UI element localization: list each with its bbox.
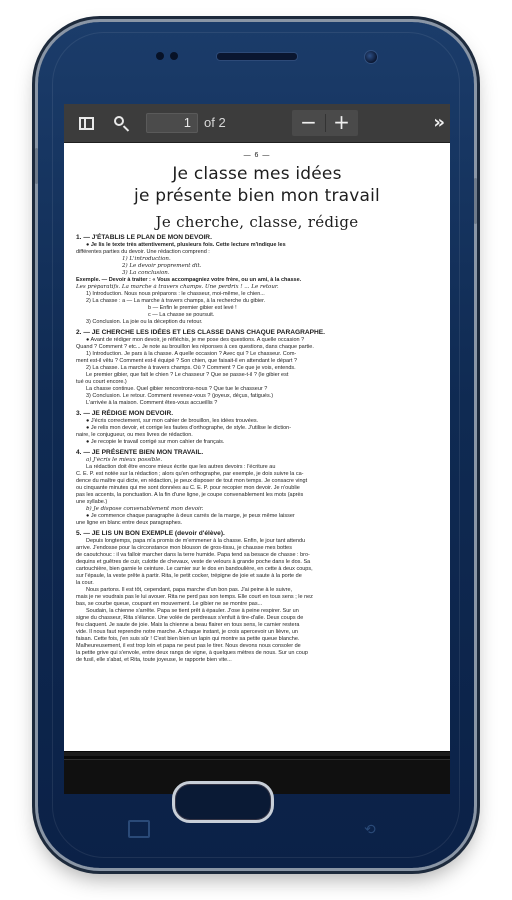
text-line: Soudain, la chienne s'arrête. Papa se tient prêt à épauler. J'ose à peine respirer. Sur un: [86, 608, 299, 614]
document-section: [76, 329, 440, 407]
page-scrollbar[interactable]: [64, 752, 450, 756]
home-button[interactable]: [172, 781, 274, 823]
text-line: ● Je relis mon devoir, et corrige les fautes d'orthographe, de style. J'utilise le diction-: [86, 425, 292, 431]
text-line: 1) Introduction. Nous nous préparons : le chasseur, moi-même, le chien...: [86, 291, 265, 297]
proximity-sensor: [156, 52, 164, 60]
more-tools-button[interactable]: »: [433, 112, 442, 133]
screen: [64, 104, 450, 794]
text-line: bas, se courbe queue, coupant en mouvement. Le gibier ne se montre pas...: [76, 601, 263, 607]
document-body: [64, 234, 450, 664]
section-heading: 2. — JE CHERCHE LES IDÉES ET LES CLASSE DANS CHAQUE PARAGRAPHE.: [76, 329, 326, 336]
page-count-label: of 2: [204, 115, 226, 130]
text-line: La rédaction doit être encore mieux écrite que les autres devoirs : l'écriture au: [86, 464, 276, 470]
earpiece-speaker: [216, 52, 298, 61]
section-heading: 5. — JE LIS UN BON EXEMPLE (devoir d'élève).: [76, 530, 225, 537]
text-line: signe du chasseur, Rita s'élance. Une volée de perdreaux s'enfuit à tire-d'aile. Deux coups de: [76, 615, 304, 621]
pdf-page: [64, 143, 450, 751]
text-line: 2) La chasse : a — La marche à travers champs, à la recherche du gibier.: [86, 298, 266, 304]
section-heading: 1. — J'ÉTABLIS LE PLAN DE MON DEVOIR.: [76, 234, 212, 241]
text-line: ● Je lis le texte très attentivement, plusieurs fois. Cette lecture m'indique les: [86, 242, 286, 248]
document-section: [76, 234, 440, 326]
text-line: feu claquent. Je saute de joie. Mais la chienne a beau flairer en tous sens, le carnier restera: [76, 622, 300, 628]
text-line: tué ou court encore.): [76, 379, 127, 385]
power-key: [474, 178, 477, 224]
text-line: cartouchière, bien garnie le ceinture. Le carnier sur le dos en bandoulière, en cette à deux coups,: [76, 566, 313, 572]
text-line: ment est-il vêtu ? Comment est-il équipé ? Son chien, que faisait-il en attendant le départ ?: [76, 358, 298, 364]
recent-apps-icon[interactable]: [128, 820, 150, 838]
text-line: 3) La conclusion.: [122, 270, 170, 276]
zoom-in-button[interactable]: +: [333, 110, 350, 134]
text-line: ● Je recopie le travail corrigé sur mon cahier de français.: [86, 439, 225, 445]
text-line: b — Enfin le premier gibier est levé !: [148, 305, 237, 311]
section-heading: 3. — JE RÉDIGE MON DEVOIR.: [76, 410, 174, 417]
zoom-controls: [292, 110, 358, 136]
text-line: la cour.: [76, 580, 94, 586]
text-line: 2) La chasse. La marche à travers champs. Où ? Comment ? Ce que je vois, entends.: [86, 365, 296, 371]
sidebar-toggle-button[interactable]: [74, 104, 98, 142]
light-sensor: [170, 52, 178, 60]
sidebar-icon: [79, 117, 94, 130]
text-line: Malheureusement, il est trop loin et papa ne peut pas le tirer. Nous devons nous consoler de: [76, 643, 301, 649]
text-line: 3) Conclusion. Le retour. Comment revenez-vous ? (joyeux, déçus, fatigués.): [86, 393, 274, 399]
text-line: 1) Introduction. Je pars à la chasse. A quelle occasion ? Avec qui ? Le chasseur. Com-: [86, 351, 297, 357]
text-line: Le premier gibier, que fait le chien ? Le chasseur ? Que se passe-t-il ? (le gibier est: [86, 372, 289, 378]
search-icon: [114, 116, 124, 126]
text-line: c — La chasse se poursuit.: [148, 312, 215, 318]
document-section: [76, 449, 440, 527]
text-line: une ligne en blanc entre deux paragraphes.: [76, 520, 183, 526]
text-line: ● Avant de rédiger mon devoir, je réfléchis, je me pose des questions. A quelle occasion ?: [86, 337, 305, 343]
front-camera-icon: [364, 50, 378, 64]
text-line: Nous partons. Il est tôt, cependant, papa marche d'un bon pas. J'ai peine à le suivre,: [86, 587, 293, 593]
text-line: ou cinquante minutes qui me sont données au C. E. P. pour recopier mon devoir. Je n'oublie: [76, 485, 300, 491]
document-section: [76, 410, 440, 446]
text-line: de fusil, elle s'abat, et Rita, toute joyeuse, le rapporte bien vite...: [76, 657, 232, 663]
title-line-1: Je classe mes idées: [172, 164, 342, 184]
text-line: 2) Le devoir proprement dit.: [122, 263, 202, 269]
text-line: vide. Il nous faut reprendre notre marche. A chaque instant, je crois apercevoir un lièvre, un: [76, 629, 298, 635]
text-line: dequins et guêtres de cuir, culotte de chevaux, veste de velours à grande poche dans le dos. Sa: [76, 559, 311, 565]
zoom-out-button[interactable]: −: [300, 110, 317, 134]
text-line: arrive. J'endosse pour la circonstance mon blouson de gros-tissu, je chausse mes bottes: [76, 545, 292, 551]
back-icon[interactable]: ⟲: [364, 822, 376, 838]
page-number-label: — 6 —: [243, 152, 271, 159]
text-line: La chasse continue. Quel gibier rencontrons-nous ? Que tue le chasseur ?: [86, 386, 268, 392]
text-line: a) J'écris le mieux possible.: [86, 457, 163, 463]
text-line: 1) L'introduction.: [122, 256, 171, 262]
text-line: ● J'écris correctement, sur mon cahier de brouillon, les idées trouvées.: [86, 418, 259, 424]
text-line: de caoutchouc : il va falloir marcher dans la terre humide. Papa tend sa besace de chasse : bro-: [76, 552, 310, 558]
text-line: Quand ? Comment ? etc... Je note au brouillon les réponses à ces questions, dans chaque partie.: [76, 344, 314, 350]
text-line: la petite grive qui s'envole, entre deux rangs de vigne, à quelques mètres de nous. Sur un coup: [76, 650, 308, 656]
page-number-input[interactable]: 1: [146, 113, 198, 133]
text-line: mais je ne voudrais pas le lui avouer. Rita ne perd pas son temps. Elle court en tous sens ; le nez: [76, 594, 313, 600]
text-line: dence du maître qui dicte, en rédaction, je peux disposer de tout mon temps. Je consacre vingt: [76, 478, 308, 484]
search-button[interactable]: [110, 104, 132, 142]
text-line: Depuis longtemps, papa m'a promis de m'emmener à la chasse. Enfin, le jour tant attendu: [86, 538, 306, 544]
text-line: Exemple. — Devoir à traiter : « Vous accompagniez votre frère, ou un ami, à la chasse.: [76, 277, 302, 283]
text-line: naire, le conjugueur, ou mes livres de rédaction.: [76, 432, 193, 438]
section-heading: 4. — JE PRÉSENTE BIEN MON TRAVAIL.: [76, 449, 204, 456]
text-line: C. E. P. est notée sur la rédaction ; alors qu'en orthographe, par exemple, je dois suivre la ca-: [76, 471, 304, 477]
document-section: [76, 530, 440, 664]
text-line: ● Je commence chaque paragraphe à deux carrés de la marge, je peux même laisser: [86, 513, 295, 519]
text-line: sur l'épaule, la veste prête à partir. Rita, le petit cocker, trépigne de joie et saute à la porte de: [76, 573, 302, 579]
text-line: une syllabe.): [76, 499, 108, 505]
page-subtitle: Je cherche, classe, rédige: [155, 213, 359, 231]
title-line-2: je présente bien mon travail: [134, 186, 380, 206]
text-line: pas les accents, la ponctuation. A la fin d'une ligne, je coupe convenablement les mots (après: [76, 492, 304, 498]
text-line: différentes parties du devoir. Une rédaction comprend :: [76, 249, 210, 255]
text-line: b) Je dispose convenablement mon devoir.: [86, 506, 204, 512]
text-line: L'arrivée à la maison. Comment êtes-vous accueillis ?: [86, 400, 218, 406]
text-line: 3) Conclusion. La joie ou la déception du retour.: [86, 319, 203, 325]
text-line: faisan. Cette fois, j'en suis sûr ! C'est bien bien un lapin qui montre sa petite queue blanche.: [76, 636, 300, 642]
page-title: [64, 163, 450, 207]
pdf-toolbar: [64, 104, 450, 143]
volume-key: [35, 148, 38, 184]
text-line: Les préparatifs. La marche à travers champs. Une perdrix ! ... Le retour.: [76, 284, 279, 290]
